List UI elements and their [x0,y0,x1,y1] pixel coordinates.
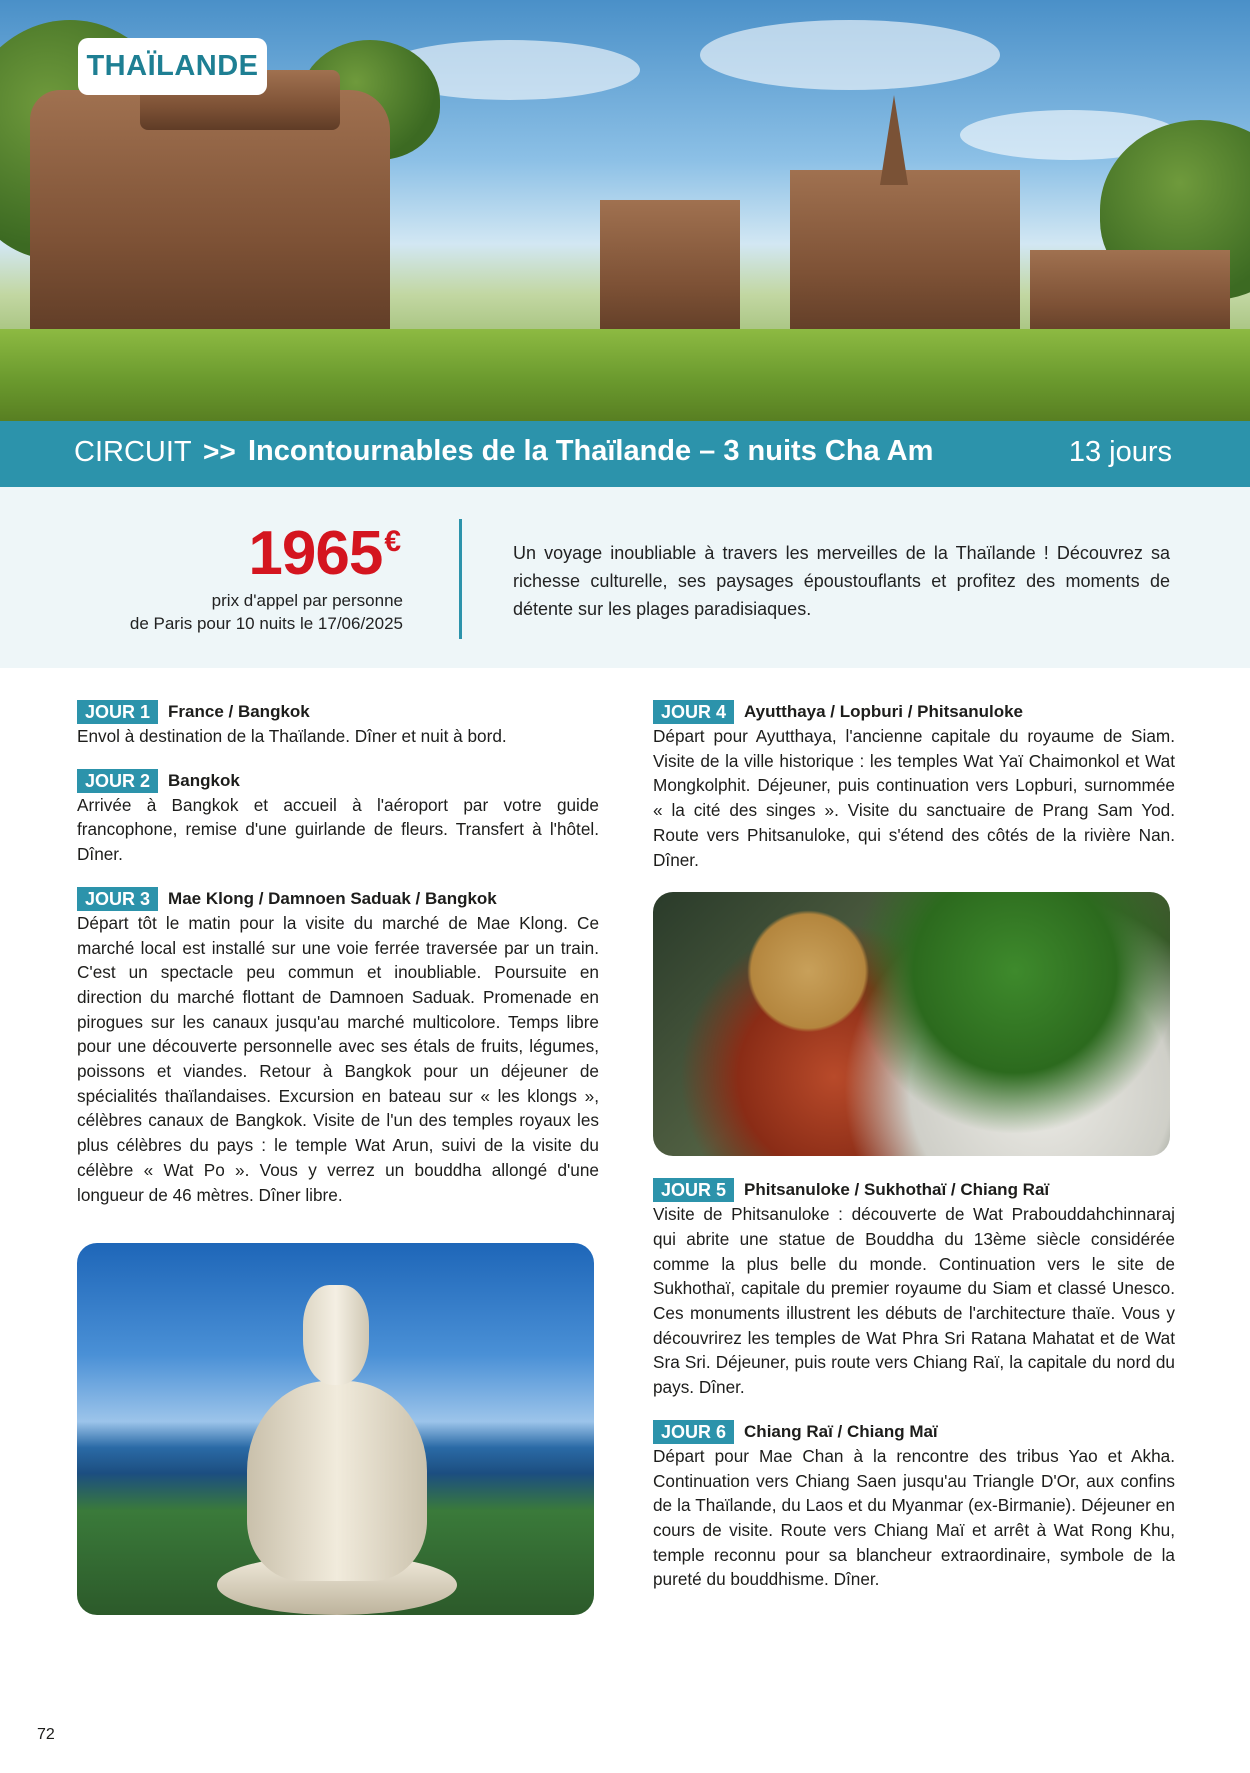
statue-body [247,1381,427,1581]
day-label: JOUR 6 [653,1420,734,1444]
day-route: Mae Klong / Damnoen Saduak / Bangkok [168,888,497,908]
circuit-duration: 13 jours [1068,436,1172,468]
day-description: Visite de Phitsanuloke : découverte de Wat Prabouddahchinnaraj qui abrite une statue de Bouddha du 13ème siècle considérée comme la plus belle du monde. Continuation vers le site de Sukhothaï, capitale du premier royaume du Siam et classé Unesco. Ces monuments illustrent les débuts de l'architecture thaïe. Vous y découvrirez les temples de Wat Phra Sri Ratana Mahatat et de Wat Sra Sri. Déjeuner, puis route vers Chiang Raï, la capitale du nord du pays. Dîner. [653,1204,1175,1398]
day-label: JOUR 3 [77,887,158,911]
day-route: Phitsanuloke / Sukhothaï / Chiang Raï [744,1180,1050,1200]
intro-text: Un voyage inoubliable à travers les merveilles de la Thaïlande ! Découvrez sa richesse culturelle, ses paysages époustouflants et profitez des moments de détente sur les plages paradisiaques. [513,543,1170,619]
day-description: Départ tôt le matin pour la visite du marché de Mae Klong. Ce marché local est installé sur une voie ferrée traversée par un train. C'est un spectacle peu commun et inoubliable. Poursuite en direction du marché flottant de Damnoen Saduak. Promenade en pirogues sur les canaux jusqu'au marché multicolore. Temps libre pour une découverte personnelle avec ses étals de fruits, légumes, poissons et viandes. Retour à Bangkok pour un déjeuner de spécialités thaïlandaises. Excursion en bateau sur « les klongs », célèbres canaux de Bangkok. Visite de l'un des temples royaux les plus célèbres du pays : le temple Wat Arun, suivi de la visite du célèbre « Wat Po ». Vous y verrez un bouddha allongé d'une longueur de 46 mètres. Dîner libre. [77,912,599,1205]
day-header [77,769,599,793]
price-divider [459,519,462,639]
double-chevron-icon: >> [203,436,236,467]
photo-floating-market [653,892,1170,1156]
day-label: JOUR 1 [77,700,158,724]
cloud [700,20,1000,90]
day-label: JOUR 4 [653,700,734,724]
itinerary-day-5 [653,1178,1175,1400]
temple-ruin [600,200,740,340]
day-label: JOUR 5 [653,1178,734,1202]
day-header [653,700,1175,724]
temple-ruin [790,170,1020,340]
day-header [77,887,599,911]
hero-photo-temple-ruins [0,0,1250,421]
day-description: Arrivée à Bangkok et accueil à l'aéroport par votre guide francophone, remise d'une guirlande de fleurs. Transfert à l'hôtel. Dîner. [77,794,599,865]
circuit-category: CIRCUIT [74,436,192,468]
itinerary-day-3 [77,887,599,1207]
lawn [0,329,1250,421]
circuit-title-band [0,421,1250,487]
price-band [0,487,1250,668]
itinerary-day-2 [77,769,599,867]
price-note [130,589,403,635]
day-header [653,1420,1175,1444]
day-route: France / Bangkok [168,702,310,721]
temple-spire [880,95,908,185]
day-route: Ayutthaya / Lopburi / Phitsanuloke [744,702,1023,721]
country-tag: THAÏLANDE [78,38,267,95]
itinerary-day-6 [653,1420,1175,1592]
day-header [77,700,599,724]
itinerary-day-1 [77,700,599,749]
photo-big-buddha [77,1243,594,1615]
page-number: 72 [37,1726,55,1743]
day-header [653,1178,1175,1202]
circuit-title: Incontournables de la Thaïlande – 3 nuits Cha Am [248,435,934,467]
price [248,519,400,588]
day-label: JOUR 2 [77,769,158,793]
itinerary-left-column [77,700,599,1615]
day-description: Envol à destination de la Thaïlande. Dîner et nuit à bord. [77,726,507,746]
column-ruins [1030,250,1230,340]
price-currency: € [384,525,400,558]
buddha-statue [237,1285,437,1605]
itinerary-right-column [653,700,1175,1612]
itinerary-day-4 [653,700,1175,872]
day-route: Bangkok [168,770,240,790]
day-route: Chiang Raï / Chiang Maï [744,1421,938,1441]
day-description: Départ pour Mae Chan à la rencontre des tribus Yao et Akha. Continuation vers Chiang Saen jusqu'au Triangle D'Or, aux confins de la Thaïlande, du Laos et du Myanmar (ex-Birmanie). Déjeuner en cours de visite. Route vers Chiang Maï et arrêt à Wat Rong Khu, temple reconnu pour sa blancheur extraordinaire, symbole de la pureté du bouddhisme. Dîner. [653,1445,1175,1590]
price-note-line1: prix d'appel par personne [211,591,403,610]
price-amount: 1965 [248,519,383,588]
day-description: Départ pour Ayutthaya, l'ancienne capitale du royaume de Siam. Visite de la ville historique : les temples Wat Yaï Chaimonkol et Wat Mongkolphit. Déjeuner, puis continuation vers Lopburi, surnommée « la cité des singes ». Visite du sanctuaire de Prang Sam Yod. Route vers Phitsanuloke, qui s'étend des côtés de la rivière Nan. Dîner. [653,726,1175,870]
statue-head [303,1285,369,1385]
price-note-line2: de Paris pour 10 nuits le 17/06/2025 [129,614,403,633]
